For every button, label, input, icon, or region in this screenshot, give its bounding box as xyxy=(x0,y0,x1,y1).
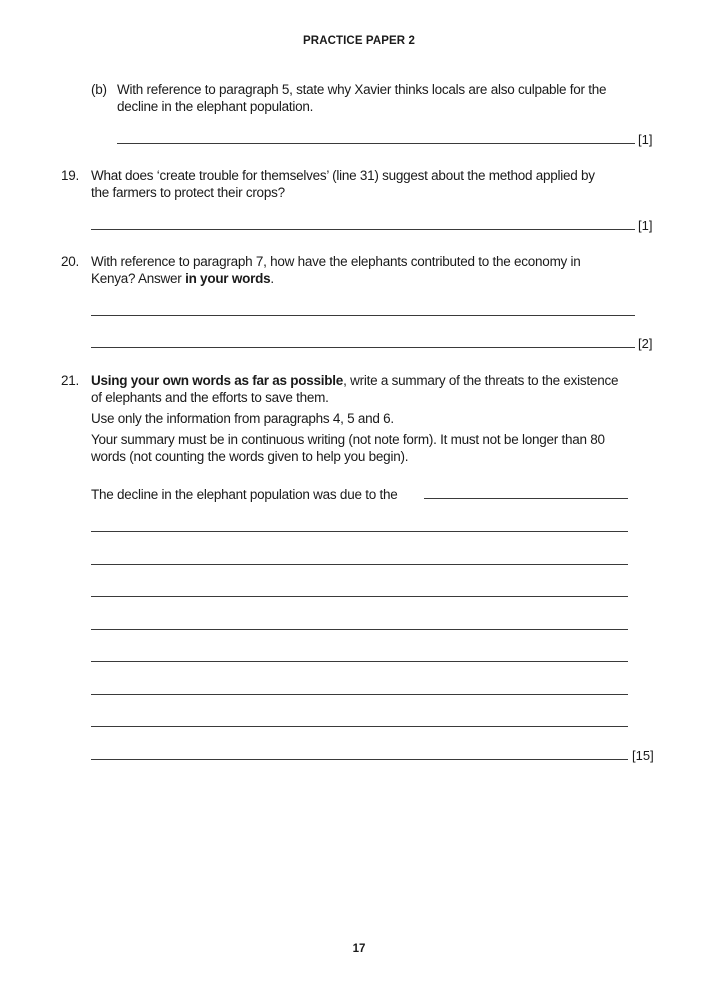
question-text-line: What does ‘create trouble for themselves’ (line 31) suggest about the method applied by xyxy=(91,168,595,183)
answer-line[interactable] xyxy=(91,564,628,565)
answer-line[interactable] xyxy=(91,661,628,662)
answer-line[interactable] xyxy=(91,347,635,348)
answer-line[interactable] xyxy=(91,229,635,230)
answer-line[interactable] xyxy=(91,531,628,532)
instruction-text: words (not counting the words given to help you begin). xyxy=(91,449,409,464)
question-text-line: the farmers to protect their crops? xyxy=(91,185,285,200)
instruction-text: Your summary must be in continuous writing (not note form). It must not be longer than 80 xyxy=(91,432,605,447)
answer-line[interactable] xyxy=(91,726,628,727)
question-text-line: of elephants and the efforts to save them. xyxy=(91,390,329,405)
question-text-line: With reference to paragraph 7, how have the elephants contributed to the economy in xyxy=(91,254,581,269)
summary-starter-text: The decline in the elephant population was due to the xyxy=(91,487,398,502)
question-text-line xyxy=(91,372,618,389)
question-text-rest: , write a summary of the threats to the existence xyxy=(343,373,619,388)
answer-line[interactable] xyxy=(91,629,628,630)
emphasis-text: in your words xyxy=(185,271,271,286)
answer-line[interactable] xyxy=(91,315,635,316)
emphasis-text: Using your own words as far as possible xyxy=(91,373,344,388)
question-text-prefix: Kenya? Answer xyxy=(91,271,186,286)
question-number: 21. xyxy=(61,373,80,388)
question-text-suffix: . xyxy=(270,271,274,286)
page-number: 17 xyxy=(352,943,366,955)
answer-line[interactable] xyxy=(424,498,628,499)
page-header-title: PRACTICE PAPER 2 xyxy=(303,35,415,47)
answer-line[interactable] xyxy=(117,143,635,144)
answer-line[interactable] xyxy=(91,759,628,760)
question-number: (b) xyxy=(91,82,107,97)
marks-label: [2] xyxy=(638,336,653,351)
question-text-line: With reference to paragraph 5, state why Xavier thinks locals are also culpable for the xyxy=(117,82,607,97)
question-number: 20. xyxy=(61,254,80,269)
answer-line[interactable] xyxy=(91,596,628,597)
marks-label: [15] xyxy=(632,748,654,763)
marks-label: [1] xyxy=(638,218,653,233)
question-number: 19. xyxy=(61,168,80,183)
answer-line[interactable] xyxy=(91,694,628,695)
marks-label: [1] xyxy=(638,132,653,147)
instruction-text: Use only the information from paragraphs 4, 5 and 6. xyxy=(91,411,394,426)
question-text-line: decline in the elephant population. xyxy=(117,99,314,114)
question-text-line xyxy=(91,270,274,287)
